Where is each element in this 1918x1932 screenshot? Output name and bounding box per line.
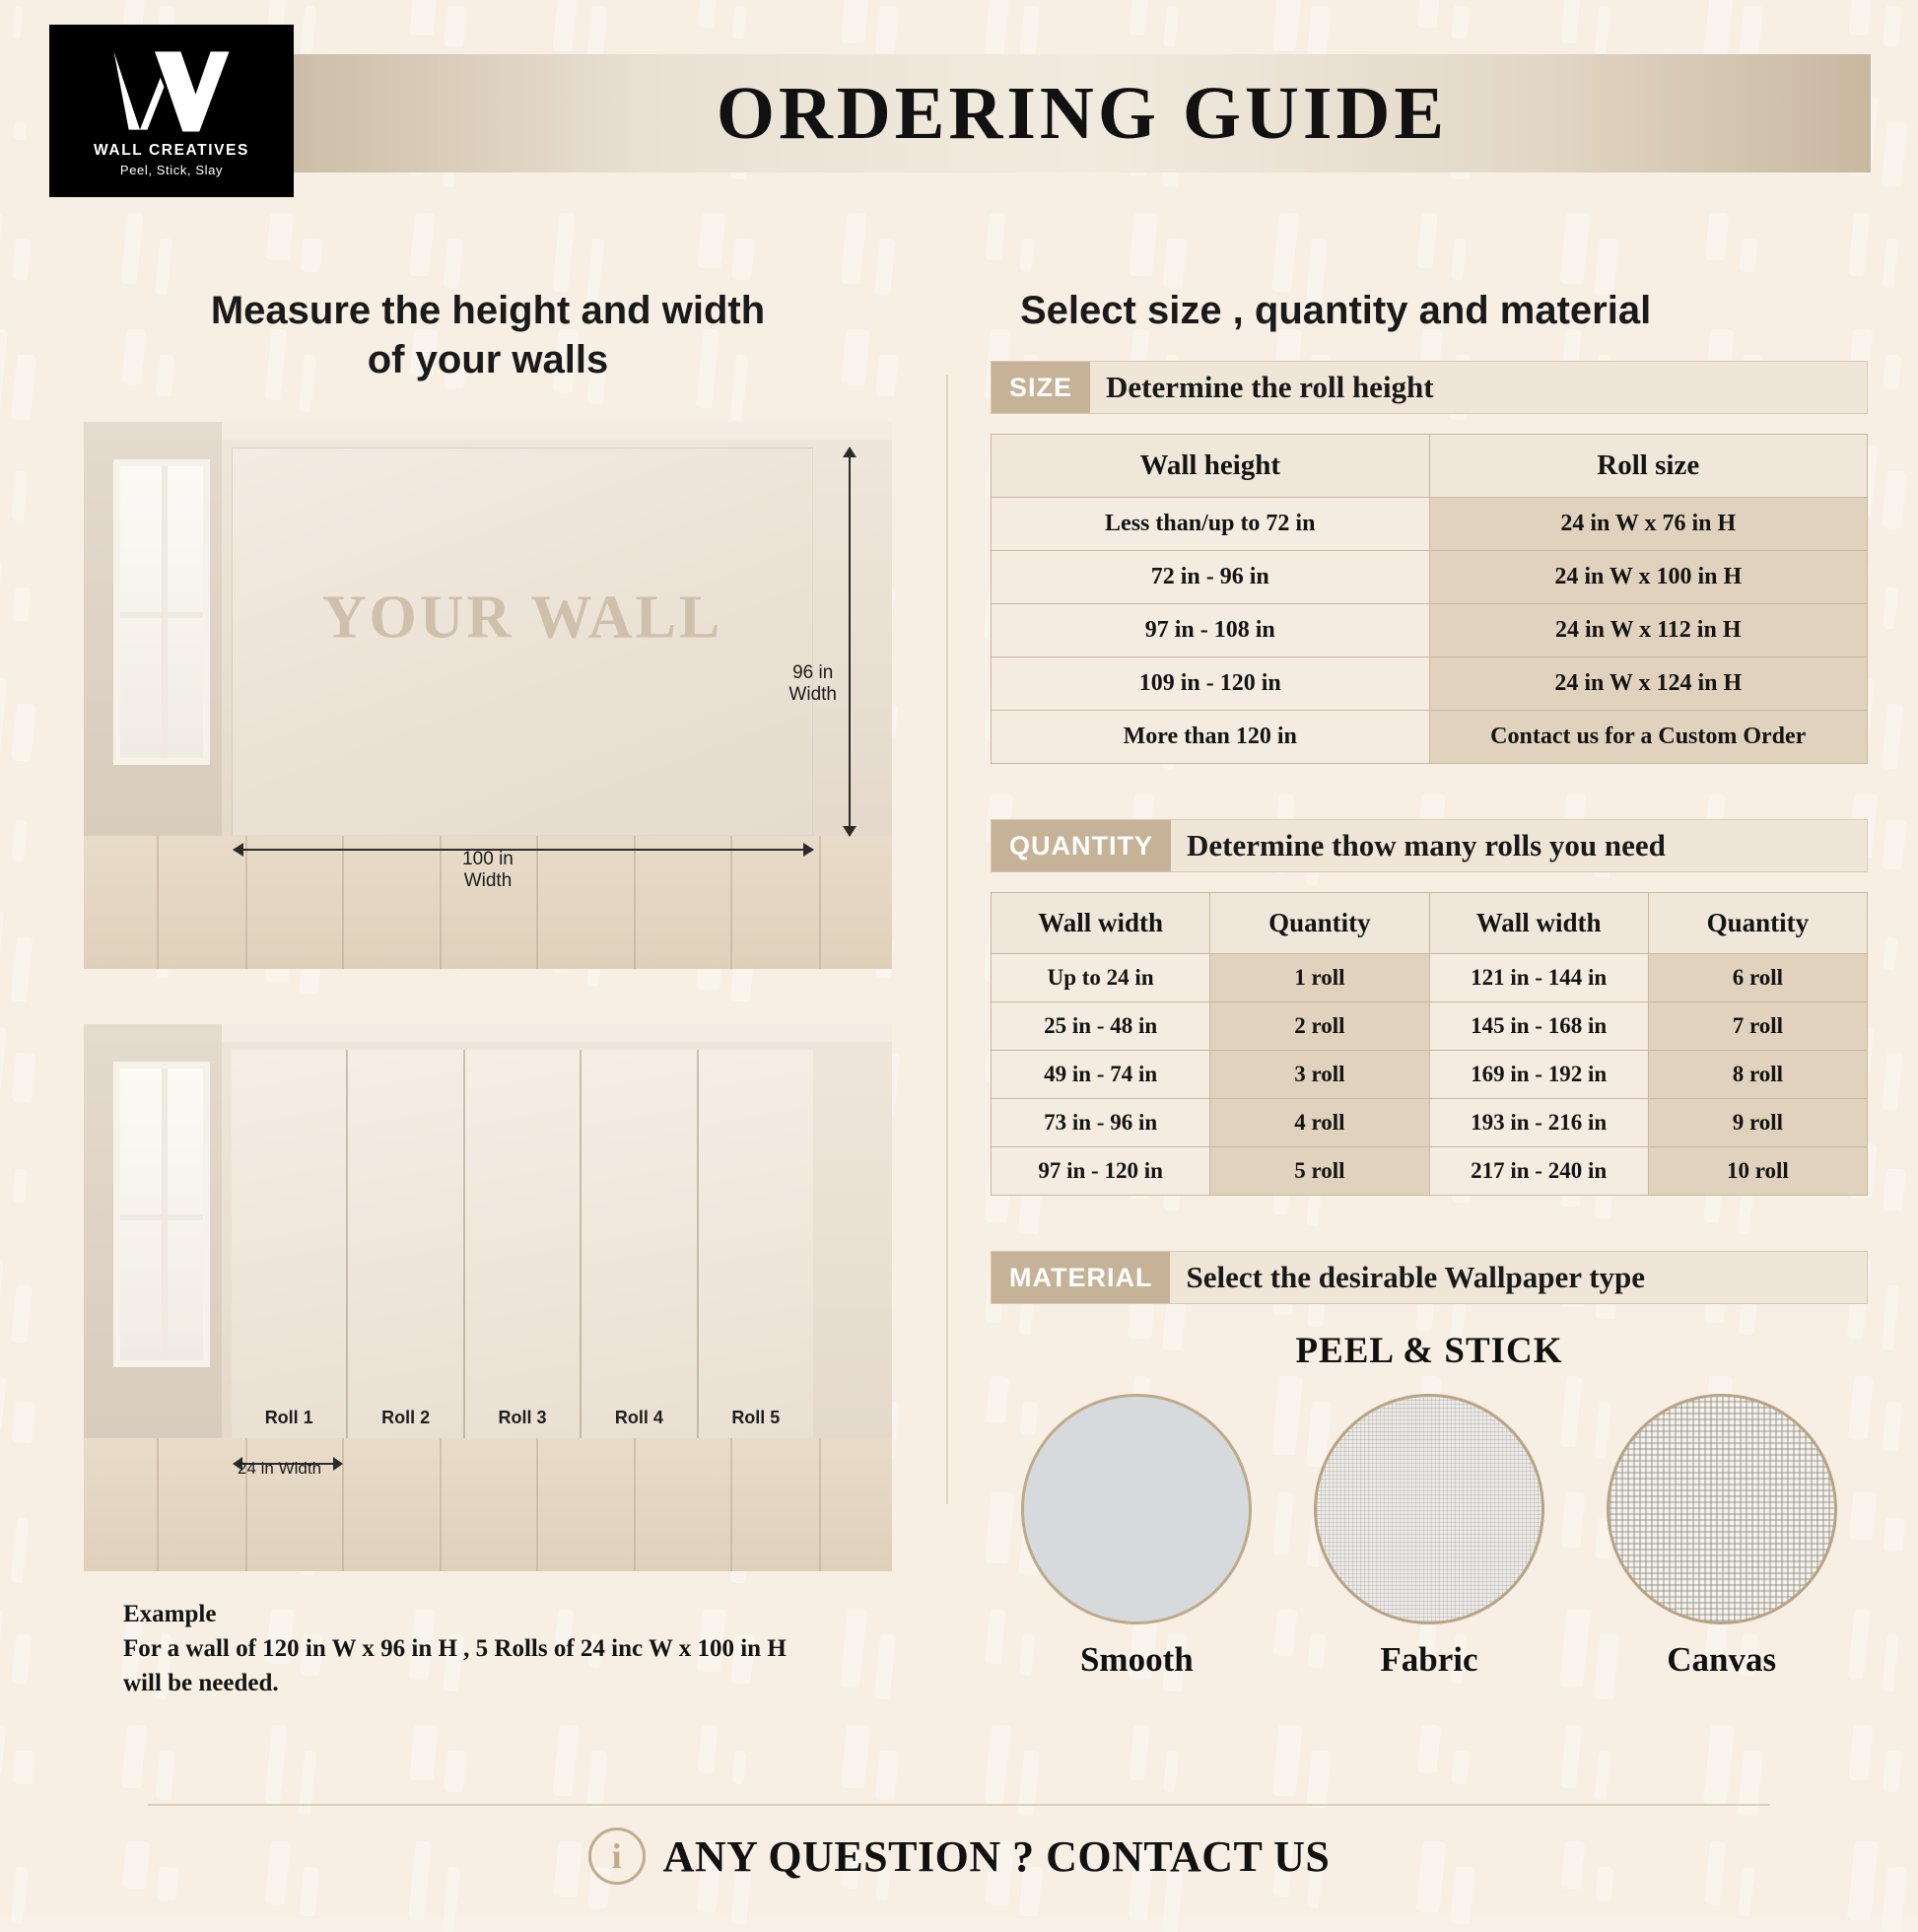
- table-header-row: [992, 435, 1868, 498]
- cell: Contact us for a Custom Order: [1429, 711, 1868, 764]
- room-diagram-rolls: [84, 1024, 892, 1571]
- window-mullion-v: [162, 1069, 168, 1360]
- table-row: [992, 498, 1868, 551]
- cell: 73 in - 96 in: [992, 1099, 1210, 1147]
- right-heading: Select size , quantity and material: [1020, 289, 1652, 332]
- column-divider: [946, 375, 948, 1504]
- material-chip-text: Select the desirable Wallpaper type: [1186, 1260, 1646, 1294]
- left-heading-line2: of your walls: [367, 338, 609, 381]
- material-chip: MATERIAL: [992, 1252, 1170, 1303]
- swatch-smooth[interactable]: [1003, 1394, 1269, 1680]
- roll-label: Roll 3: [498, 1408, 547, 1427]
- quantity-chip-text: Determine thow many rolls you need: [1187, 828, 1666, 862]
- logo-tagline: Peel, Stick, Slay: [119, 162, 224, 177]
- column-header: Wall width: [992, 893, 1210, 954]
- roll-label: Roll 2: [381, 1408, 431, 1427]
- height-value: 96 in: [792, 662, 834, 684]
- left-column: [54, 286, 922, 1700]
- cell: 25 in - 48 in: [992, 1002, 1210, 1051]
- room-diagram-measure: [84, 422, 892, 969]
- table-row: [992, 711, 1868, 764]
- quantity-section-header: [991, 819, 1868, 872]
- height-dimension-label: [788, 663, 837, 707]
- column-header: Wall height: [992, 435, 1430, 498]
- table-row: [992, 1147, 1868, 1196]
- floor: [84, 1438, 892, 1571]
- column-header: Wall width: [1429, 893, 1648, 954]
- column-header: Roll size: [1429, 435, 1868, 498]
- fabric-texture-icon: [1314, 1394, 1544, 1624]
- roll-width-label: 24 in Width: [238, 1459, 322, 1478]
- cell: 169 in - 192 in: [1429, 1051, 1648, 1099]
- smooth-texture-icon: [1021, 1394, 1252, 1624]
- size-chip: SIZE: [992, 362, 1090, 413]
- cell: 6 roll: [1648, 954, 1867, 1002]
- cell: 4 roll: [1210, 1099, 1429, 1147]
- column-header: Quantity: [1210, 893, 1429, 954]
- table-row: [992, 551, 1868, 604]
- width-dimension-label: [84, 849, 892, 892]
- brand-logo: [49, 25, 294, 197]
- logo-name: WALL CREATIVES: [94, 141, 249, 159]
- cell: 9 roll: [1648, 1099, 1867, 1147]
- roll-label: Roll 1: [264, 1408, 313, 1427]
- roll-strip: [232, 1050, 348, 1438]
- w-monogram-icon: [106, 45, 237, 136]
- cell: 24 in W x 76 in H: [1429, 498, 1868, 551]
- back-wall: [232, 448, 813, 836]
- page-title: ORDERING GUIDE: [716, 71, 1449, 155]
- cell: Less than/up to 72 in: [992, 498, 1430, 551]
- example-line-1: For a wall of 120 in W x 96 in H , 5 Rolls of 24 inc W x 100 in H: [123, 1635, 787, 1662]
- cell: 97 in - 120 in: [992, 1147, 1210, 1196]
- peel-and-stick-title: PEEL & STICK: [1295, 1331, 1563, 1371]
- footer: [148, 1804, 1770, 1885]
- example-line-2: will be needed.: [123, 1670, 279, 1696]
- height-unit: Width: [788, 684, 837, 706]
- cell: 217 in - 240 in: [1429, 1147, 1648, 1196]
- cell: 193 in - 216 in: [1429, 1099, 1648, 1147]
- table-row: [992, 657, 1868, 711]
- cell: Up to 24 in: [992, 954, 1210, 1002]
- column-header: Quantity: [1648, 893, 1867, 954]
- size-section-header: [991, 361, 1868, 414]
- contact-us-text[interactable]: ANY QUESTION ? CONTACT US: [662, 1831, 1331, 1881]
- roll-label: Roll 5: [731, 1408, 781, 1427]
- cell: 121 in - 144 in: [1429, 954, 1648, 1002]
- window: [113, 1062, 210, 1367]
- cell: 2 roll: [1210, 1002, 1429, 1051]
- cell: 5 roll: [1210, 1147, 1429, 1196]
- quantity-table: [991, 892, 1868, 1196]
- roll-strip: [699, 1050, 813, 1438]
- table-row: [992, 1051, 1868, 1099]
- table-row: [992, 954, 1868, 1002]
- canvas-texture-icon: [1607, 1394, 1837, 1624]
- cell: 8 roll: [1648, 1051, 1867, 1099]
- cell: 49 in - 74 in: [992, 1051, 1210, 1099]
- roll-strip: [582, 1050, 698, 1438]
- window-mullion-v: [162, 466, 168, 758]
- size-table: [991, 434, 1868, 764]
- cell: 24 in W x 112 in H: [1429, 604, 1868, 657]
- swatch-fabric[interactable]: [1296, 1394, 1562, 1680]
- width-unit: Width: [463, 870, 513, 892]
- your-wall-label: YOUR WALL: [321, 584, 723, 652]
- cell: 3 roll: [1210, 1051, 1429, 1099]
- swatch-label: Fabric: [1380, 1640, 1478, 1679]
- roll-label: Roll 4: [614, 1408, 663, 1427]
- roll-strip: [465, 1050, 582, 1438]
- cell: 1 roll: [1210, 954, 1429, 1002]
- quantity-chip: QUANTITY: [992, 820, 1171, 871]
- table-row: [992, 1099, 1868, 1147]
- cell: More than 120 in: [992, 711, 1430, 764]
- swatch-label: Canvas: [1667, 1640, 1777, 1679]
- cell: 7 roll: [1648, 1002, 1867, 1051]
- right-column: [991, 286, 1868, 1680]
- cell: 97 in - 108 in: [992, 604, 1430, 657]
- example-title: Example: [123, 1601, 217, 1627]
- material-section-header: [991, 1251, 1868, 1304]
- material-swatches: [991, 1394, 1868, 1680]
- roll-strip: [348, 1050, 464, 1438]
- cell: 109 in - 120 in: [992, 657, 1430, 711]
- cell: 10 roll: [1648, 1147, 1867, 1196]
- window: [113, 459, 210, 765]
- left-heading-line1: Measure the height and width: [210, 289, 766, 332]
- roll-strips: [232, 1050, 813, 1438]
- cell: 72 in - 96 in: [992, 551, 1430, 604]
- table-row: [992, 1002, 1868, 1051]
- width-value: 100 in: [462, 849, 514, 870]
- cell: 24 in W x 124 in H: [1429, 657, 1868, 711]
- cell: 145 in - 168 in: [1429, 1002, 1648, 1051]
- table-row: [992, 604, 1868, 657]
- table-header-row: [992, 893, 1868, 954]
- cell: 24 in W x 100 in H: [1429, 551, 1868, 604]
- left-heading: [54, 286, 922, 384]
- info-icon: i: [588, 1828, 646, 1885]
- size-chip-text: Determine the roll height: [1106, 370, 1434, 404]
- swatch-canvas[interactable]: [1589, 1394, 1855, 1680]
- height-dimension-arrow: [849, 448, 851, 836]
- title-bar: [294, 54, 1871, 172]
- swatch-label: Smooth: [1079, 1640, 1194, 1679]
- example-block: [123, 1597, 922, 1700]
